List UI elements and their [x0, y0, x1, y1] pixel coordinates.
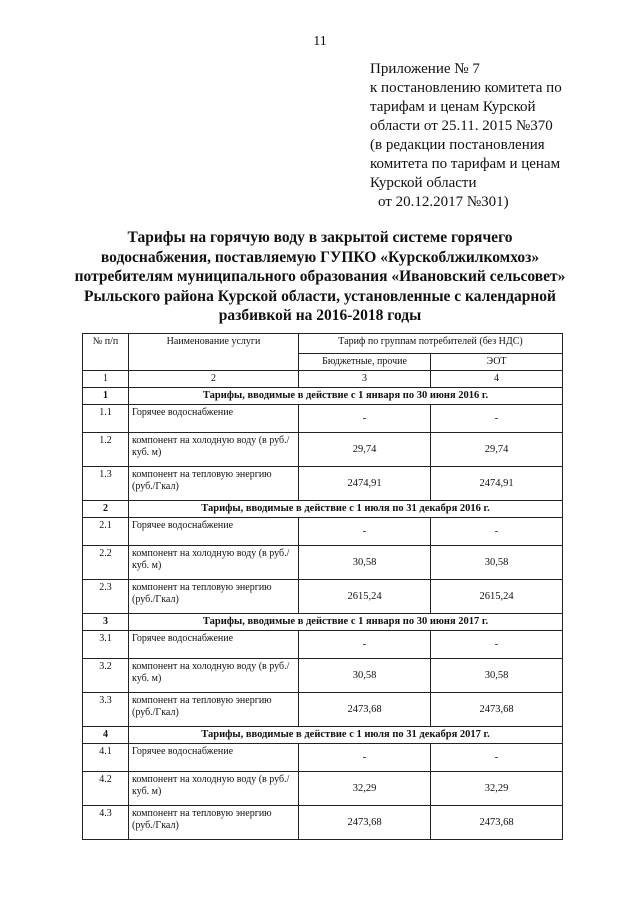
header-num: № п/п	[83, 334, 129, 371]
row-num: 1.1	[83, 405, 129, 433]
service-name: компонент на холодную воду (в руб./куб. м)	[129, 433, 299, 467]
title-line: Тарифы на горячую воду в закрытой системе горячего	[127, 229, 513, 246]
tariff-eot: -	[431, 744, 563, 772]
tariff-budget: 2615,24	[299, 580, 431, 614]
tariff-eot: 30,58	[431, 659, 563, 693]
index-cell: 3	[299, 371, 431, 388]
tariff-budget: -	[299, 405, 431, 433]
service-name: компонент на тепловую энергию (руб./Гкал)	[129, 693, 299, 727]
table-row	[83, 744, 563, 772]
section-title: Тарифы, вводимые в действие с 1 января по 30 июня 2016 г.	[129, 388, 563, 405]
tariff-eot: 2615,24	[431, 580, 563, 614]
tariff-budget: 2474,91	[299, 467, 431, 501]
row-num: 2.1	[83, 518, 129, 546]
tariff-budget: 30,58	[299, 546, 431, 580]
title-line: разбивкой на 2016-2018 годы	[218, 307, 422, 324]
row-num: 1.3	[83, 467, 129, 501]
tariff-eot: -	[431, 631, 563, 659]
tariff-budget: -	[299, 631, 431, 659]
table-row	[83, 693, 563, 727]
appendix-line: Курской области	[370, 175, 477, 191]
section-row	[83, 727, 563, 744]
section-row	[83, 501, 563, 518]
tariff-eot: -	[431, 518, 563, 546]
page-number: 11	[313, 34, 327, 49]
table-header-row	[83, 334, 563, 354]
service-name: компонент на холодную воду (в руб./куб. м)	[129, 772, 299, 806]
row-num: 4.2	[83, 772, 129, 806]
appendix-line: комитета по тарифам и ценам	[370, 156, 561, 172]
header-name: Наименование услуги	[129, 334, 299, 371]
tariff-eot: 32,29	[431, 772, 563, 806]
header-budget: Бюджетные, прочие	[299, 354, 431, 371]
header-tariff: Тариф по группам потребителей (без НДС)	[299, 334, 563, 354]
tariff-budget: -	[299, 518, 431, 546]
service-name: Горячее водоснабжение	[129, 405, 299, 433]
tariff-eot: -	[431, 405, 563, 433]
service-name: Горячее водоснабжение	[129, 518, 299, 546]
service-name: компонент на тепловую энергию (руб./Гкал)	[129, 467, 299, 501]
appendix-line: к постановлению комитета по	[370, 80, 562, 96]
table-row	[83, 659, 563, 693]
tariff-eot: 2473,68	[431, 806, 563, 840]
tariff-eot: 30,58	[431, 546, 563, 580]
table-row	[83, 772, 563, 806]
appendix-line: от 20.12.2017 №301)	[378, 194, 509, 210]
index-cell: 2	[129, 371, 299, 388]
row-num: 2.3	[83, 580, 129, 614]
appendix-block	[370, 60, 610, 212]
section-num: 2	[83, 501, 129, 518]
row-num: 3.2	[83, 659, 129, 693]
appendix-line: области от 25.11. 2015 №370	[370, 118, 553, 134]
table-row	[83, 518, 563, 546]
tariff-eot: 2473,68	[431, 693, 563, 727]
table-index-row	[83, 371, 563, 388]
table-row	[83, 405, 563, 433]
section-title: Тарифы, вводимые в действие с 1 января по 30 июня 2017 г.	[129, 614, 563, 631]
tariff-budget: 2473,68	[299, 806, 431, 840]
service-name: Горячее водоснабжение	[129, 744, 299, 772]
section-num: 3	[83, 614, 129, 631]
tariff-eot: 2474,91	[431, 467, 563, 501]
appendix-line: Приложение № 7	[370, 61, 480, 77]
table-row	[83, 631, 563, 659]
row-num: 4.3	[83, 806, 129, 840]
section-row	[83, 388, 563, 405]
section-num: 1	[83, 388, 129, 405]
tariff-budget: 2473,68	[299, 693, 431, 727]
tariff-table	[82, 333, 563, 840]
tariff-budget: 32,29	[299, 772, 431, 806]
table-row	[83, 806, 563, 840]
service-name: компонент на холодную воду (в руб./куб. м)	[129, 546, 299, 580]
row-num: 2.2	[83, 546, 129, 580]
section-title: Тарифы, вводимые в действие с 1 июля по 31 декабря 2017 г.	[129, 727, 563, 744]
tariff-eot: 29,74	[431, 433, 563, 467]
table-row	[83, 433, 563, 467]
service-name: компонент на холодную воду (в руб./куб. м)	[129, 659, 299, 693]
tariff-budget: 30,58	[299, 659, 431, 693]
tariff-budget: -	[299, 744, 431, 772]
service-name: компонент на тепловую энергию (руб./Гкал)	[129, 806, 299, 840]
row-num: 4.1	[83, 744, 129, 772]
title-line: водоснабжения, поставляемую ГУПКО «Курскоблжилкомхоз»	[100, 248, 540, 266]
row-num: 1.2	[83, 433, 129, 467]
table-row	[83, 546, 563, 580]
index-cell: 1	[83, 371, 129, 388]
title-line: потребителям муниципального образования «Ивановский сельсовет»	[74, 268, 566, 285]
appendix-line: (в редакции постановления	[370, 137, 545, 153]
service-name: Горячее водоснабжение	[129, 631, 299, 659]
row-num: 3.1	[83, 631, 129, 659]
index-cell: 4	[431, 371, 563, 388]
tariff-budget: 29,74	[299, 433, 431, 467]
document-title	[70, 228, 570, 326]
title-line: Рыльского района Курской области, установленные с календарной	[84, 287, 556, 305]
section-num: 4	[83, 727, 129, 744]
table-row	[83, 467, 563, 501]
table-row	[83, 580, 563, 614]
section-row	[83, 614, 563, 631]
section-title: Тарифы, вводимые в действие с 1 июля по 31 декабря 2016 г.	[129, 501, 563, 518]
row-num: 3.3	[83, 693, 129, 727]
header-eot: ЭОТ	[431, 354, 563, 371]
appendix-line: тарифам и ценам Курской	[370, 99, 536, 115]
service-name: компонент на тепловую энергию (руб./Гкал)	[129, 580, 299, 614]
